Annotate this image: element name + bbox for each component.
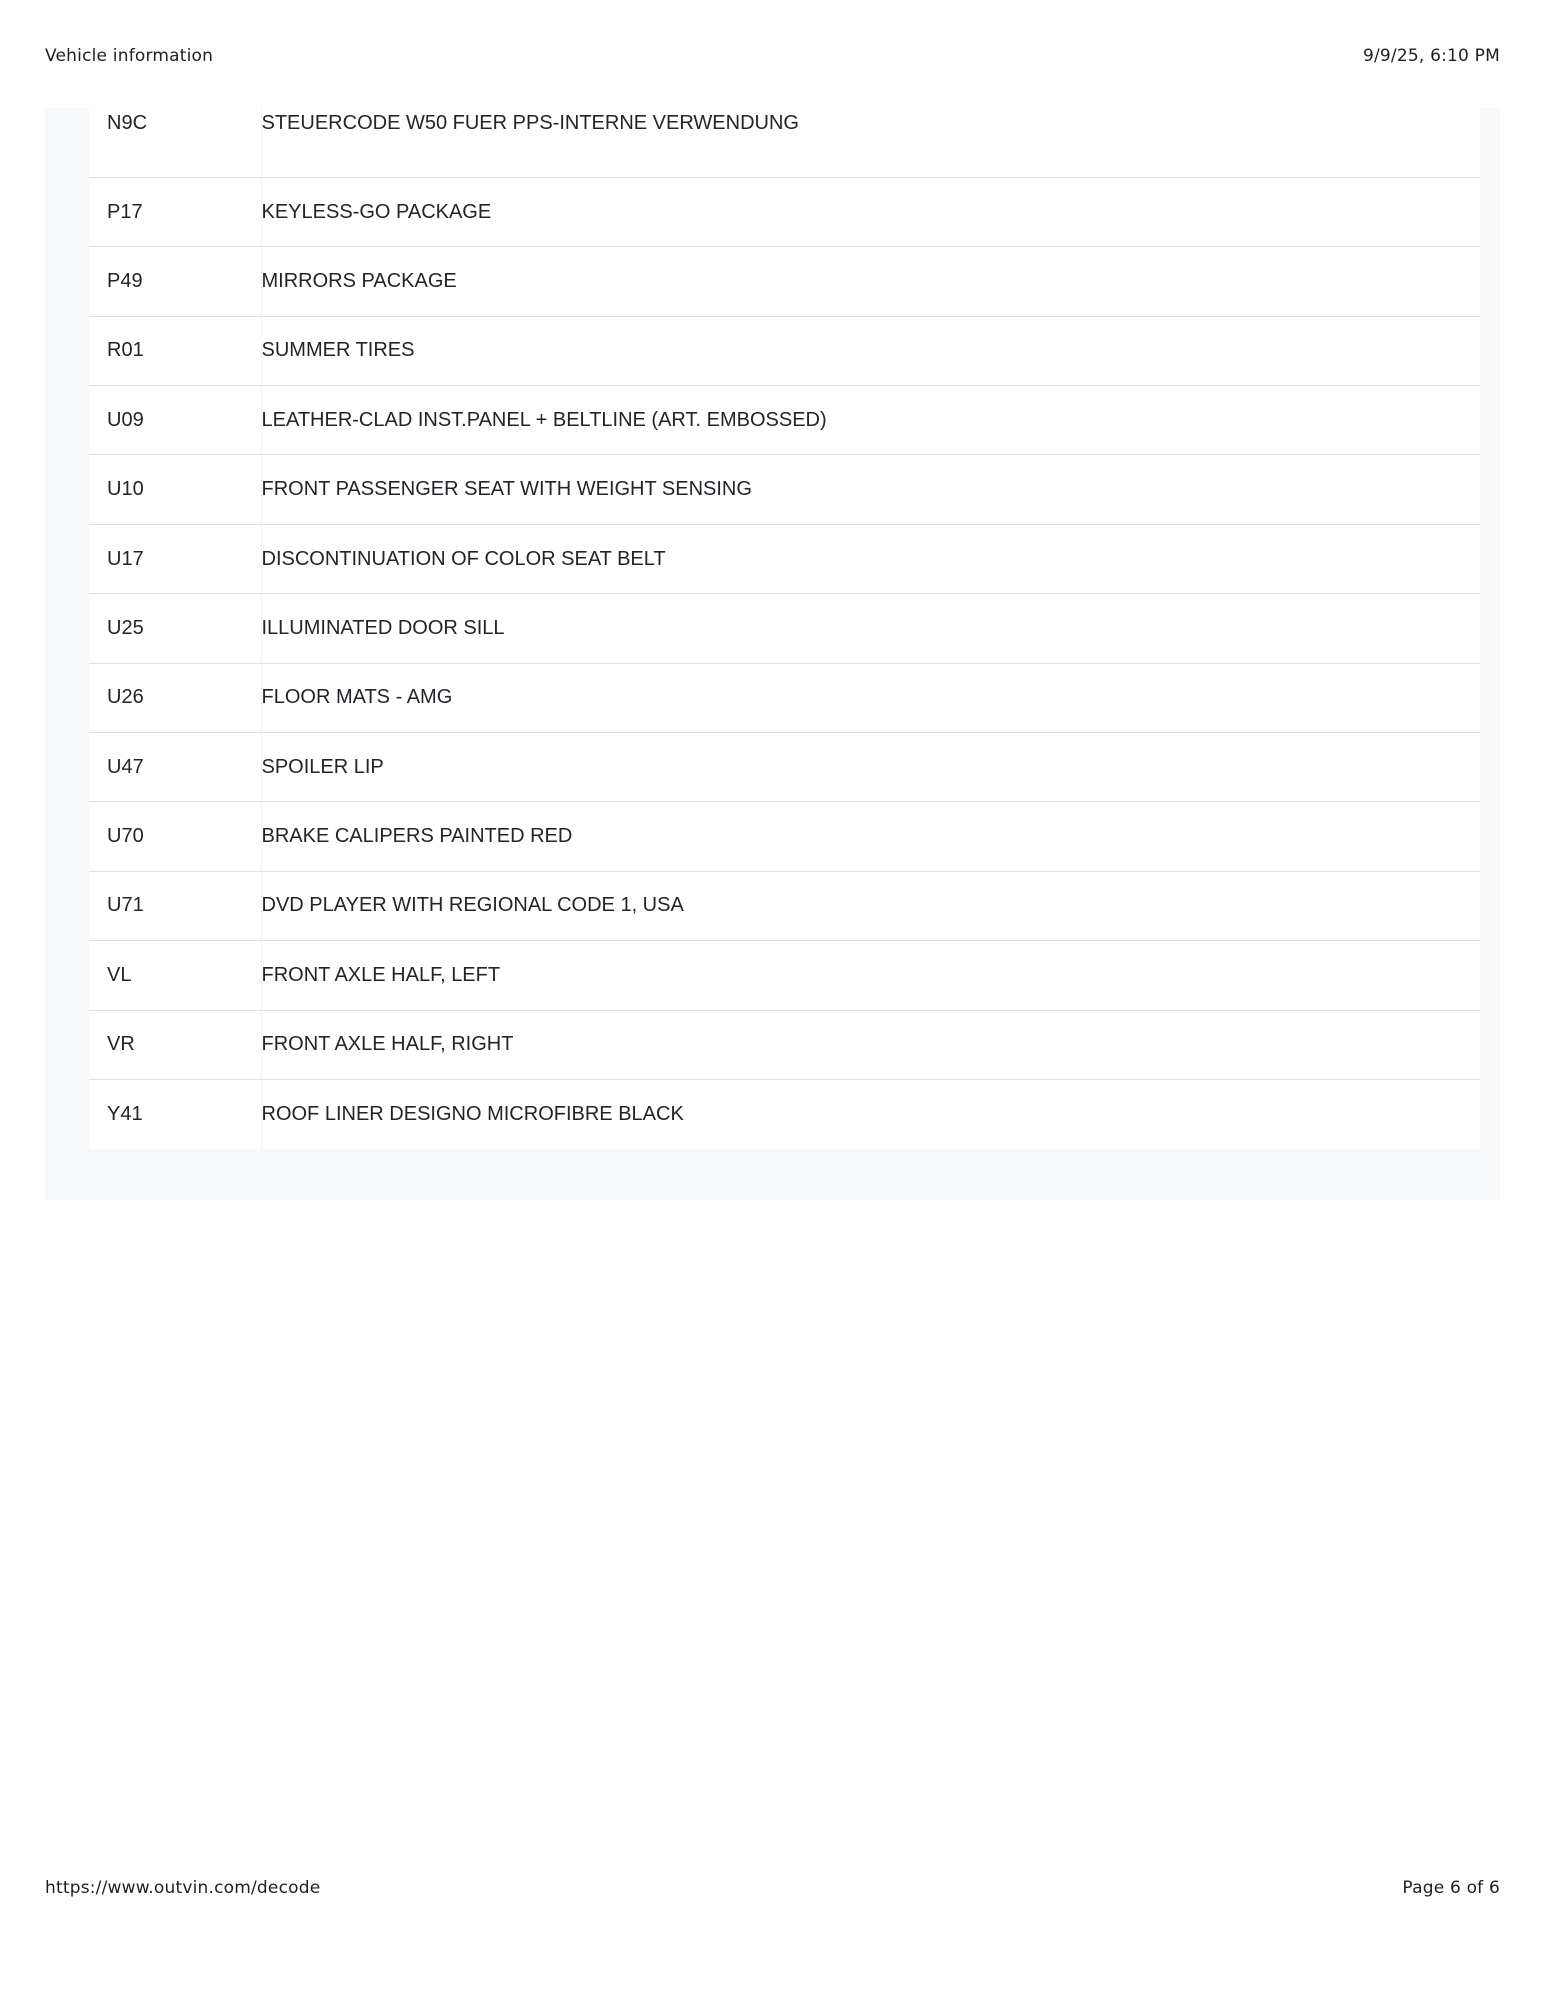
vehicle-options-table: [89, 108, 1480, 1149]
option-code: U70: [89, 802, 261, 871]
options-panel: [45, 108, 1500, 1200]
table-row: [89, 316, 1480, 385]
table-row: [89, 941, 1480, 1010]
option-code: VL: [89, 941, 261, 1010]
option-code: Y41: [89, 1079, 261, 1148]
option-code: U10: [89, 455, 261, 524]
table-row: [89, 663, 1480, 732]
table-row: [89, 524, 1480, 593]
table-row: [89, 802, 1480, 871]
option-description: ROOF LINER DESIGNO MICROFIBRE BLACK: [261, 1079, 1480, 1148]
option-description: MIRRORS PACKAGE: [261, 247, 1480, 316]
option-code: U09: [89, 386, 261, 455]
print-header: [45, 44, 1500, 68]
option-code: N9C: [89, 108, 261, 177]
option-description: STEUERCODE W50 FUER PPS-INTERNE VERWENDUNG: [261, 112, 799, 134]
option-description: FRONT AXLE HALF, RIGHT: [261, 1010, 1480, 1079]
table-row: [89, 108, 1480, 177]
option-code: U17: [89, 524, 261, 593]
print-footer: [45, 1876, 1500, 1900]
option-code: U47: [89, 733, 261, 802]
option-code: U26: [89, 663, 261, 732]
option-description: FLOOR MATS - AMG: [261, 663, 1480, 732]
option-description: SUMMER TIRES: [261, 316, 1480, 385]
option-code: P17: [89, 177, 261, 246]
print-datetime: 9/9/25, 6:10 PM: [1362, 46, 1500, 66]
option-code: VR: [89, 1010, 261, 1079]
page-number: Page 6 of 6: [1402, 1878, 1500, 1898]
option-code: U25: [89, 594, 261, 663]
option-description: FRONT PASSENGER SEAT WITH WEIGHT SENSING: [261, 455, 1480, 524]
table-row: [89, 1010, 1480, 1079]
option-description: KEYLESS-GO PACKAGE: [261, 177, 1480, 246]
option-description: DISCONTINUATION OF COLOR SEAT BELT: [261, 524, 1480, 593]
table-row: [89, 733, 1480, 802]
option-description: BRAKE CALIPERS PAINTED RED: [261, 802, 1480, 871]
option-description: LEATHER-CLAD INST.PANEL + BELTLINE (ART. EMBOSSED): [261, 386, 1480, 455]
option-code: P49: [89, 247, 261, 316]
table-row: [89, 871, 1480, 940]
option-code: U71: [89, 871, 261, 940]
table-row: [89, 177, 1480, 246]
document-title: Vehicle information: [45, 46, 214, 66]
table-row: [89, 1079, 1480, 1148]
option-code: R01: [89, 316, 261, 385]
option-description: ILLUMINATED DOOR SILL: [261, 594, 1480, 663]
table-row: [89, 386, 1480, 455]
table-row: [89, 455, 1480, 524]
option-description: FRONT AXLE HALF, LEFT: [261, 941, 1480, 1010]
table-row: [89, 247, 1480, 316]
option-description: SPOILER LIP: [261, 733, 1480, 802]
table-row: [89, 594, 1480, 663]
page-url: https://www.outvin.com/decode: [45, 1878, 321, 1898]
option-description: DVD PLAYER WITH REGIONAL CODE 1, USA: [261, 871, 1480, 940]
